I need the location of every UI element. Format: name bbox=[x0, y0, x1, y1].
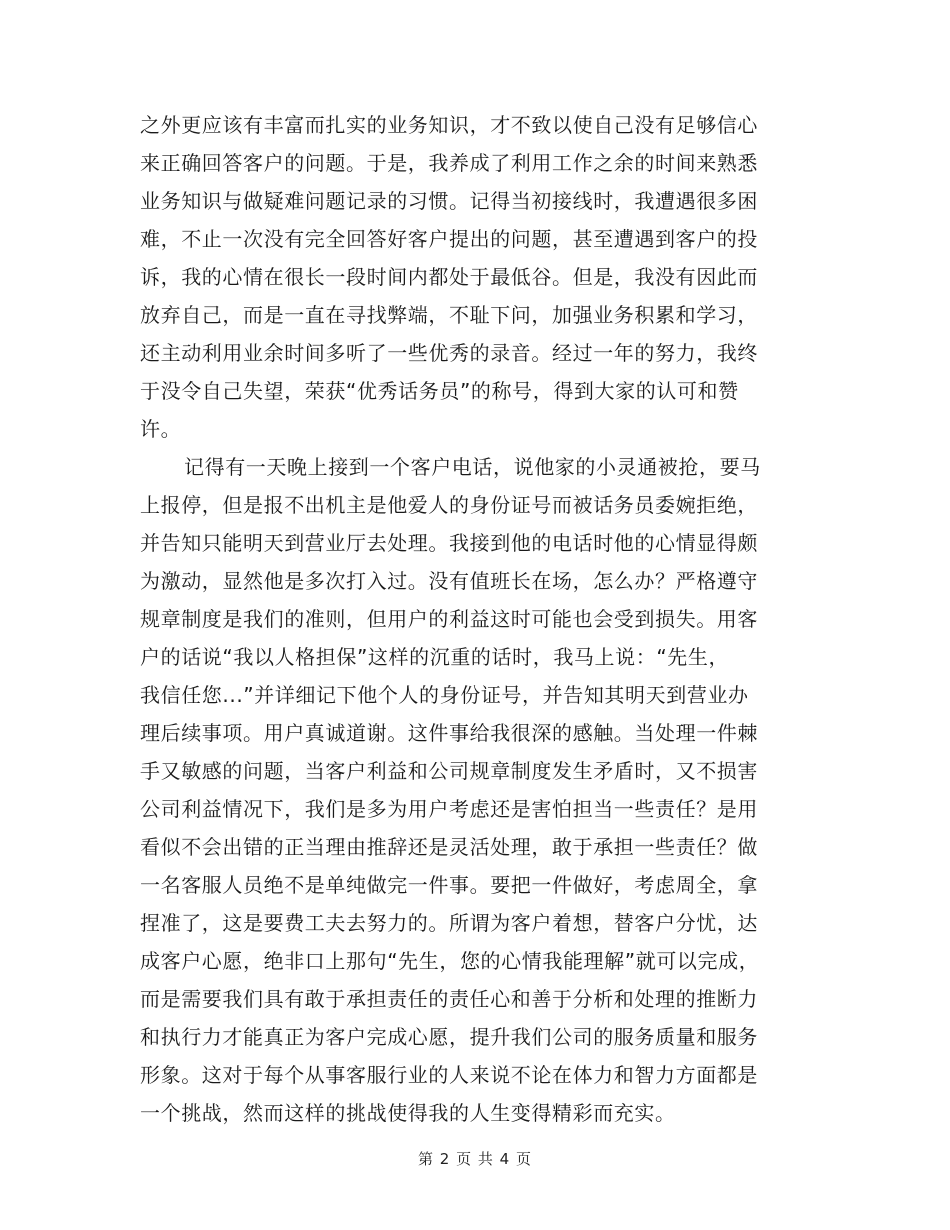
text-line: 一个挑战，然而这样的挑战使得我的人生变得精彩而充实。 bbox=[140, 1101, 676, 1125]
text-line: 看似不会出错的正当理由推辞还是灵活处理，敢于承担一些责任？做 bbox=[140, 835, 758, 859]
text-line: 成客户心愿，绝非口上那句“先生，您的心情我能理解”就可以完成， bbox=[140, 949, 760, 973]
text-line: 还主动利用业余时间多听了一些优秀的录音。经过一年的努力，我终 bbox=[140, 341, 758, 365]
text-line: 许。 bbox=[140, 417, 182, 441]
text-line: 并告知只能明天到营业厅去处理。我接到他的电话时他的心情显得颇 bbox=[140, 531, 758, 555]
text-line: 于没令自己失望，荣获“优秀话务员”的称号，得到大家的认可和赞 bbox=[140, 379, 739, 403]
text-line-first: 记得有一天晚上接到一个客户电话，说他家的小灵通被抢，要马 bbox=[184, 455, 761, 479]
text-line: 形象。这对于每个从事客服行业的人来说不论在体力和智力方面都是 bbox=[140, 1063, 758, 1087]
text-line: 放弃自己，而是一直在寻找弊端，不耻下问，加强业务积累和学习， bbox=[140, 303, 758, 327]
text-line: 为激动，显然他是多次打入过。没有值班长在场，怎么办？严格遵守 bbox=[140, 569, 758, 593]
document-body bbox=[140, 106, 812, 1132]
text-line: 公司利益情况下，我们是多为用户考虑还是害怕担当一些责任？是用 bbox=[140, 797, 758, 821]
text-line: 理后续事项。用户真诚道谢。这件事给我很深的感触。当处理一件棘 bbox=[140, 721, 758, 745]
text-line: 户的话说“我以人格担保”这样的沉重的话时，我马上说：“先生， bbox=[140, 645, 730, 669]
text-line: 一名客服人员绝不是单纯做完一件事。要把一件做好，考虑周全，拿 bbox=[140, 873, 758, 897]
text-line: 难，不止一次没有完全回答好客户提出的问题，甚至遭遇到客户的投 bbox=[140, 227, 758, 251]
text-line: 之外更应该有丰富而扎实的业务知识，才不致以使自己没有足够信心 bbox=[140, 113, 758, 137]
paragraph-1 bbox=[140, 106, 812, 448]
text-line: 手又敏感的问题，当客户利益和公司规章制度发生矛盾时，又不损害 bbox=[140, 759, 758, 783]
text-line: 业务知识与做疑难问题记录的习惯。记得当初接线时，我遭遇很多困 bbox=[140, 189, 758, 213]
text-line: 规章制度是我们的准则，但用户的利益这时可能也会受到损失。用客 bbox=[140, 607, 758, 631]
page-footer bbox=[0, 1148, 950, 1169]
text-line: 和执行力才能真正为客户完成心愿，提升我们公司的服务质量和服务 bbox=[140, 1025, 758, 1049]
text-line: 捏准了，这是要费工夫去努力的。所谓为客户着想，替客户分忧，达 bbox=[140, 911, 758, 935]
page-number: 第 2 页 共 4 页 bbox=[418, 1150, 532, 1168]
paragraph-2 bbox=[140, 448, 812, 1132]
text-line: 我信任您...”并详细记下他个人的身份证号，并告知其明天到营业办 bbox=[140, 683, 749, 707]
text-line: 上报停，但是报不出机主是他爱人的身份证号而被话务员委婉拒绝， bbox=[140, 493, 758, 517]
text-line: 诉，我的心情在很长一段时间内都处于最低谷。但是，我没有因此而 bbox=[140, 265, 758, 289]
text-line: 而是需要我们具有敢于承担责任的责任心和善于分析和处理的推断力 bbox=[140, 987, 758, 1011]
text-line: 来正确回答客户的问题。于是，我养成了利用工作之余的时间来熟悉 bbox=[140, 151, 758, 175]
